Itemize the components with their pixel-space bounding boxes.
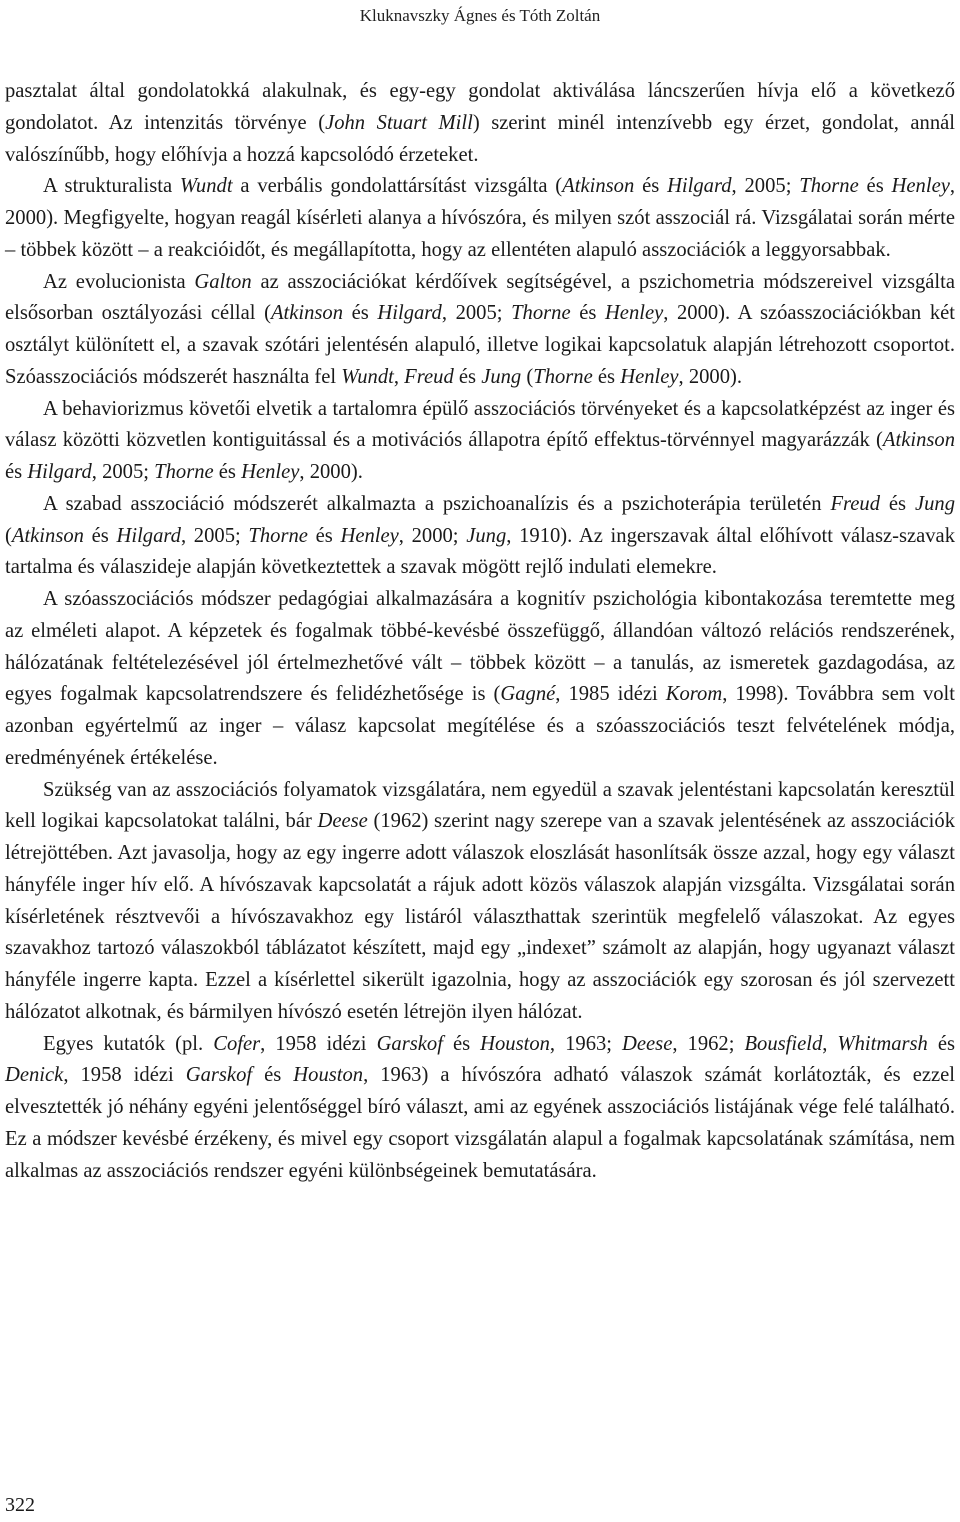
italic-citation: Whitmarsh [837, 1032, 928, 1055]
text-run: és [5, 461, 28, 483]
italic-citation: Galton [194, 270, 252, 293]
text-run: és [213, 461, 242, 483]
text-run: és [252, 1064, 294, 1087]
italic-citation: Hilgard [377, 302, 442, 325]
italic-citation: Cofer [213, 1032, 261, 1055]
italic-citation: Henley [241, 461, 300, 483]
italic-citation: Jung [481, 365, 522, 388]
italic-citation: Thorne [533, 365, 593, 388]
italic-citation: Freud [404, 365, 454, 388]
text-run: A behaviorizmus követői elvetik a tartalomra épülő asszociációs törvényeket és a kapcsolatképzést az inger és válasz közötti közvetlen kontiguitással és a motivációs állapotra építő effektus-törvénnyel magyarázzák ( [5, 397, 955, 452]
paragraph [5, 76, 955, 171]
italic-citation: Wundt [341, 365, 394, 388]
text-run: , [393, 365, 405, 388]
italic-citation: John Stuart Mill [325, 111, 473, 134]
text-run: , 1998). Továbbra sem volt azonban egyértelmű az inger – válasz kapcsolat megítélése és a szóasszociációs teszt felvételének módja, eredményének értékelése. [5, 683, 955, 769]
text-run: , 2000). Megfigyelte, hogyan reagál kísérleti alanya a hívószóra, és milyen szót asszociál rá. Vizsgálatai során mérte – többek között – a reakcióidőt, és megállapította, hogy az ellentéten alapuló asszociációk a leggyorsabbak. [5, 175, 956, 261]
italic-citation: Denick [5, 1064, 64, 1087]
text-run: (1962) szerint nagy szerepe van a szavak jelentésének az asszociációk létrejöttében. Azt javasolja, hogy az egy ingerre adott válaszok eloszlását hasonlítsák össze azzal, hogy egy választ hányféle inger hív elő. A hívószavak kapcsolatát a rájuk adott közös válaszok alapján vizsgálta. Vizsgálatai során kísérletének résztvevői a hívószavakhoz egy listáról választhattak szerintük megfelelő válaszokat. Az egyes szavakhoz tartozó válaszokból táblázatot készített, majd egy „indexet” számolt az alapján, hogy ugyanazt választ hányféle ingerre kapta. Ezzel a kísérlettel sikerült igazolnia, hogy az asszociációk egy szorosan és jól szervezett hálózatot alkotnak, és bármilyen hívószó esetén létrejön ilyen hálózat. [5, 810, 955, 1023]
text-run: és [927, 1032, 955, 1055]
text-run: , 2000). [299, 461, 363, 483]
running-head: Kluknavszky Ágnes és Tóth Zoltán [359, 6, 601, 25]
text-run: A strukturalista [43, 175, 180, 198]
text-run: az asszociációkat kérdőívek segítségével, a pszichometria módszereivel vizsgálta elsősorban osztályozási céllal ( [5, 270, 955, 325]
text-run: , 2005; [441, 302, 512, 325]
italic-citation: Jung [466, 524, 507, 547]
text-run: , 2000). A szóasszociációkban két osztályt különített el, a szavak szótári jelentésén alapuló, illetve logikai kapcsolatuk alapján létrehozott csoportot. Szóasszociációs módszerét használta fel [5, 302, 955, 388]
text-run: és [634, 175, 668, 198]
paragraph [5, 267, 955, 394]
text-run: A szabad asszociáció módszerét alkalmazta a pszichoanalízis és a pszichoterápia területén [43, 492, 831, 515]
italic-citation: Korom [665, 683, 723, 706]
italic-citation: Freud [830, 492, 881, 515]
text-run: Szükség van az asszociációs folyamatok vizsgálatára, nem egyedül a szavak jelentéstani kapcsolatán keresztül kell logikai kapcsolatokat találni, bár [5, 778, 955, 833]
italic-citation: Atkinson [270, 302, 344, 325]
italic-citation: Hilgard [667, 175, 732, 198]
italic-citation: Deese [317, 810, 368, 833]
paragraph [5, 394, 955, 489]
paragraph [5, 584, 955, 775]
italic-citation: Henley [604, 302, 664, 325]
text-run: , 1958 idézi [260, 1032, 377, 1055]
text-run: , 1963; [549, 1032, 623, 1055]
text-run: Az evolucionista [43, 270, 195, 293]
italic-citation: Thorne [799, 175, 859, 198]
italic-citation: Atkinson [11, 524, 84, 547]
italic-citation: Garskof [185, 1064, 253, 1087]
text-run: és [858, 175, 892, 198]
text-run: , 1962; [672, 1032, 745, 1055]
text-run: és [570, 302, 605, 325]
text-run: és [442, 1032, 481, 1055]
text-run: és [880, 492, 915, 515]
paragraph [5, 489, 955, 584]
body-text [5, 76, 955, 1187]
italic-citation: Atkinson [882, 429, 955, 452]
text-run: ( [5, 524, 12, 547]
text-run: és [453, 365, 482, 388]
text-run: és [83, 524, 117, 547]
text-run: Egyes kutatók (pl. [43, 1032, 214, 1055]
italic-citation: Thorne [248, 524, 308, 547]
italic-citation: Henley [340, 524, 399, 547]
text-run: , 2000). [678, 365, 743, 388]
italic-citation: Thorne [154, 461, 214, 483]
italic-citation: Houston [480, 1032, 550, 1055]
text-run: , 2005; [180, 524, 249, 547]
text-run: , 1963) a hívószóra adható válaszok számát korlátozták, és ezzel elvesztették jó néhány egyéni jelentőséggel bíró választ, ami az egyének asszociációs listájának vége felé található. Ez a módszer kevésbé érzékeny, és mivel egy csoport vizsgálatán alapul a fogalmak kapcsolatának számítása, nem alkalmas az asszociációs rendszer egyéni különbségeinek bemutatására. [5, 1064, 955, 1182]
italic-citation: Wundt [179, 175, 233, 198]
italic-citation: Garskof [376, 1032, 443, 1055]
text-run: , 2005; [731, 175, 800, 198]
italic-citation: Hilgard [116, 524, 181, 547]
italic-citation: Henley [891, 175, 950, 198]
italic-citation: Houston [293, 1064, 364, 1087]
text-run: és [343, 302, 378, 325]
italic-citation: Bousfield [744, 1032, 823, 1055]
text-run: , 1910). Az ingerszavak által előhívott válasz-szavak tartalma és válaszideje alapján következtettek a szavak mögött rejlő indulati elemekre. [5, 524, 955, 579]
text-run: , 2005; [91, 461, 155, 483]
text-run: , [822, 1032, 838, 1055]
text-run: pasztalat által gondolatokká alakulnak, és egy-egy gondolat aktiválása láncszerűen hívja elő a következő gondolatot. Az intenzitás törvénye ( [5, 80, 955, 134]
italic-citation: Atkinson [562, 175, 635, 198]
paragraph [5, 775, 955, 1029]
text-run: ( [521, 365, 534, 388]
italic-citation: Gagné [500, 683, 556, 706]
italic-citation: Deese [622, 1032, 673, 1055]
text-run: és [307, 524, 341, 547]
text-run: ) szerint minél intenzívebb egy érzet, gondolat, annál valószínűbb, hogy előhívja a hozzá kapcsolódó érzeteket. [5, 111, 955, 166]
italic-citation: Henley [620, 365, 679, 388]
text-run: A szóasszociációs módszer pedagógiai alkalmazására a kognitív pszichológia kibontakozása teremtette meg az elméleti alapot. A képzetek és fogalmak többé-kevésbé összefüggő, állandóan változó relációs rendszerének, hálózatának feltételezésével jól értelmezhetővé vált – többek között – a tanulás, az ismeretek gazdagodása, az egyes fogalmak kapcsolatrendszere és felidézhetősége is ( [5, 588, 955, 706]
text-run: , 1985 idézi [555, 683, 666, 706]
page-number: 322 [5, 1494, 35, 1516]
text-run: és [592, 365, 621, 388]
paragraph [5, 1029, 955, 1188]
paragraph [5, 171, 955, 266]
text-run: , 2000; [398, 524, 467, 547]
italic-citation: Jung [914, 492, 955, 515]
text-run: a verbális gondolattársítást vizsgálta ( [232, 175, 563, 198]
text-run: , 1958 idézi [63, 1064, 186, 1087]
italic-citation: Thorne [511, 302, 571, 325]
italic-citation: Hilgard [27, 461, 92, 483]
